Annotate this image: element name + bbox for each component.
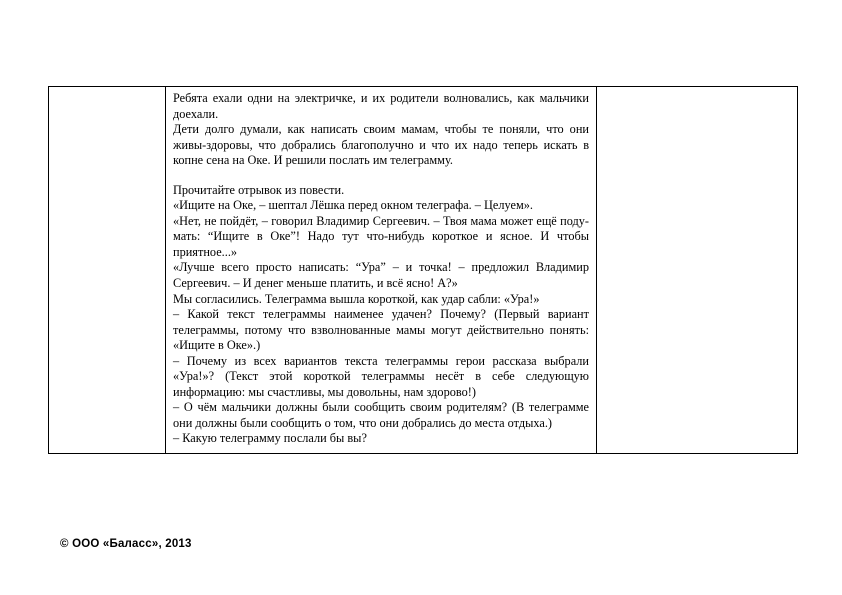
paragraph: «Ищите на Оке, – шептал Лёшка перед окном телеграфа. – Целуем».	[173, 198, 533, 213]
paragraph: Дети долго думали, как написать своим мамам, чтобы те поняли, что они живы-здоровы, что добрались благополучно и что их надо теперь искать в копне сена на Оке. И решили послать им телеграмму.	[173, 122, 589, 168]
table-cell-left	[49, 87, 166, 454]
paragraph: – О чём мальчики должны были сообщить своим родителям? (В телеграмме они должны были сообщить о том, что они добрались до места отдыха.)	[173, 400, 589, 430]
paragraph-spacer	[173, 169, 589, 183]
copyright-footer: © ООО «Баласс», 2013	[60, 538, 192, 550]
paragraph: Мы согласились. Телеграмма вышла короткой, как удар сабли: «Ура!»	[173, 291, 540, 306]
table-cell-right	[597, 87, 798, 454]
right-cell-text	[597, 87, 797, 97]
lesson-text-block	[166, 87, 596, 453]
table-row	[49, 87, 798, 454]
paragraph: – Почему из всех вариантов текста телеграммы герои рассказа выбрали «Ура!»? (Текст этой короткой телеграммы несёт в себе следующую информацию: мы счастливы, мы довольны, нам здорово!)	[173, 353, 589, 399]
paragraph: Ребята ехали одни на электричке, и их родители волновались, как мальчики доехали.	[173, 91, 589, 121]
left-cell-text	[49, 87, 165, 97]
content-table	[48, 86, 798, 454]
paragraph: – Какой текст телеграммы наименее удачен? Почему? (Первый вариант телеграммы, потому что взволнованные мамы могут действительно понять: «Ищите в Оке».)	[173, 307, 589, 353]
paragraph: – Какую телеграмму послали бы вы?	[173, 431, 367, 446]
paragraph: «Лучше всего просто написать: “Ура” – и точка! – предложил Владимир Сергеевич. – И денег меньше платить, и всё ясно! А?»	[173, 260, 589, 291]
table-cell-main	[166, 87, 597, 454]
paragraph: «Нет, не пойдёт, – говорил Владимир Сергеевич. – Твоя мама может ещё поду-мать: “Ищите в Оке”! Надо тут что-нибудь короткое и ясное. И чтобы приятное...»	[173, 213, 589, 259]
paragraph: Прочитайте отрывок из повести.	[173, 182, 345, 197]
